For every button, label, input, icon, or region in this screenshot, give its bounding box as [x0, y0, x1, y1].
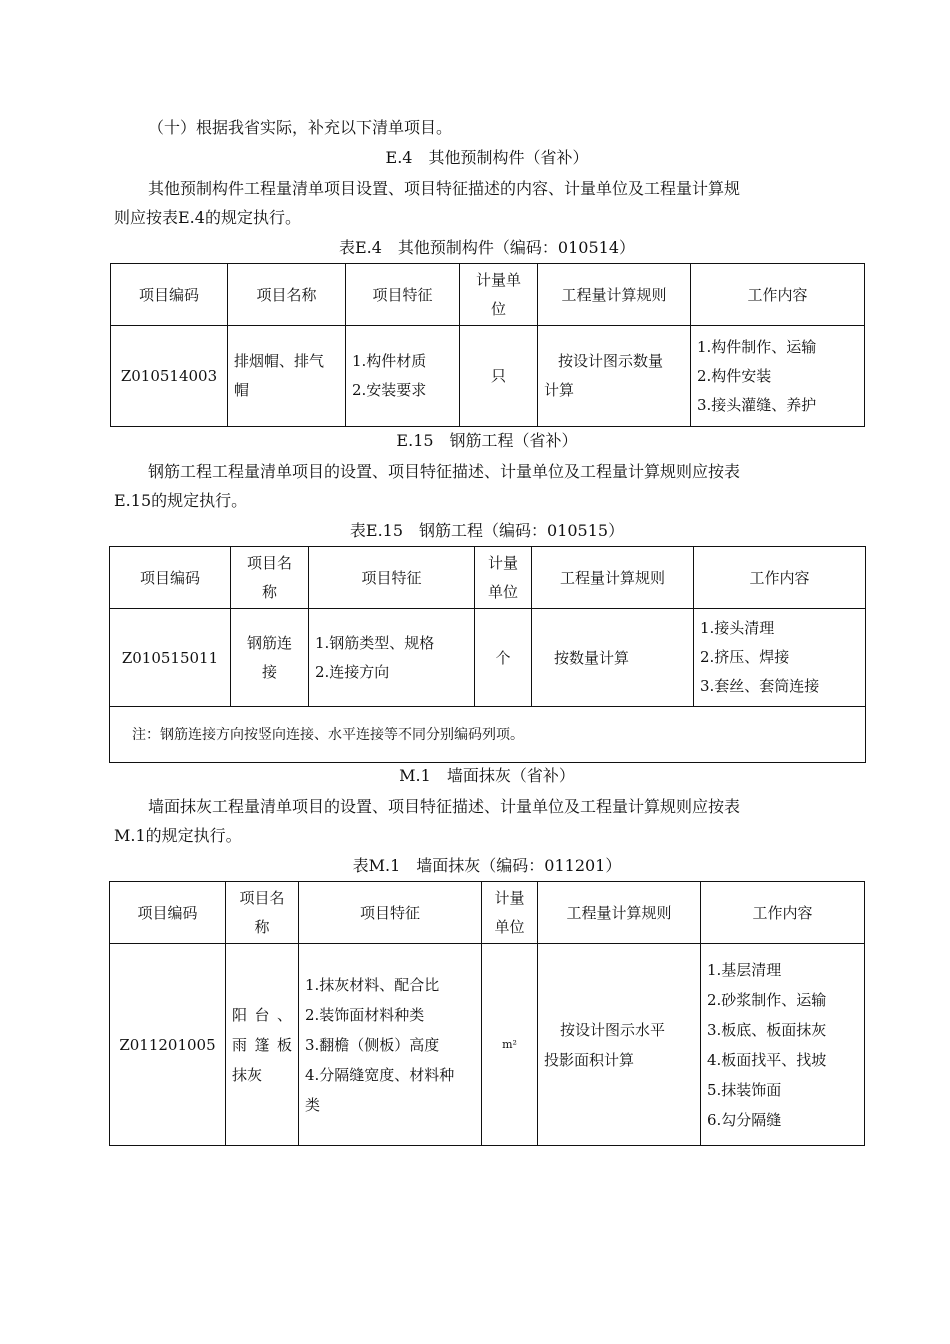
rule-line2: 计算 — [544, 381, 575, 399]
header-unit-line2: 单位 — [494, 917, 525, 936]
work-line: 2.砂浆制作、运输 — [707, 990, 827, 1009]
section-para-m1-line2: M.1的规定执行。 — [114, 826, 242, 845]
section-para-e15-line2: E.15的规定执行。 — [114, 491, 248, 510]
section-para-e15-line1: 钢筋工程工程量清单项目的设置、项目特征描述、计量单位及工程量计算规则应按表 — [148, 462, 741, 481]
header-unit-line2: 位 — [490, 299, 506, 318]
work-line: 4.板面找平、找坡 — [707, 1050, 827, 1069]
work-line: 6.勾分隔缝 — [707, 1110, 782, 1129]
feature-line: 2.安装要求 — [352, 381, 427, 399]
work-line: 1.基层清理 — [707, 960, 782, 979]
header-unit — [482, 882, 538, 944]
cell-code: Z010514003 — [111, 326, 228, 427]
rule-line2: 投影面积计算 — [544, 1050, 635, 1069]
header-name — [231, 547, 309, 609]
feature-line: 1.钢筋类型、规格 — [315, 633, 435, 652]
cell-feature — [346, 326, 460, 427]
header-unit-line2: 单位 — [487, 582, 518, 601]
table-note: 注：钢筋连接方向按竖向连接、水平连接等不同分别编码列项。 — [110, 707, 866, 763]
header-work: 工作内容 — [694, 547, 866, 609]
section-para-e4-line1: 其他预制构件工程量清单项目设置、项目特征描述的内容、计量单位及工程量计算规 — [148, 179, 741, 198]
table-header-row — [110, 882, 865, 944]
header-unit — [475, 547, 532, 609]
header-feature: 项目特征 — [346, 264, 460, 326]
work-line: 2.构件安装 — [697, 366, 772, 385]
cell-name — [228, 326, 346, 427]
rule-line1: 按设计图示水平 — [560, 1020, 666, 1039]
table-title-m1: 表M.1 墙面抹灰（编码：011201） — [352, 856, 622, 875]
header-work: 工作内容 — [701, 882, 865, 944]
cell-unit: 只 — [460, 326, 538, 427]
cell-name-line1: 排烟帽、排气 — [234, 352, 325, 370]
section-para-e4-line2: 则应按表E.4的规定执行。 — [114, 208, 301, 227]
table-note-row — [110, 707, 866, 763]
cell-name-line: 雨篷板 — [232, 1035, 292, 1054]
header-rule: 工程量计算规则 — [538, 882, 701, 944]
header-work: 工作内容 — [691, 264, 865, 326]
cell-name-line: 阳台、 — [232, 1005, 292, 1024]
header-code: 项目编码 — [111, 264, 228, 326]
header-unit-line1: 计量 — [487, 553, 518, 572]
cell-feature — [299, 944, 482, 1146]
header-code: 项目编码 — [110, 547, 231, 609]
table-m1 — [109, 881, 865, 1146]
cell-rule — [538, 944, 701, 1146]
feature-line: 1.构件材质 — [352, 352, 427, 370]
feature-line: 3.翻檐（侧板）高度 — [305, 1035, 440, 1054]
header-name-line1: 项目名 — [239, 888, 285, 907]
table-e4 — [110, 263, 865, 427]
feature-line: 1.抹灰材料、配合比 — [305, 975, 440, 994]
table-title-e4: 表E.4 其他预制构件（编码：010514） — [338, 238, 636, 257]
feature-line: 2.连接方向 — [315, 662, 390, 681]
work-line: 1.接头清理 — [700, 619, 775, 637]
header-name-line2: 称 — [254, 917, 270, 936]
feature-line: 2.装饰面材料种类 — [305, 1005, 425, 1024]
cell-name — [231, 609, 309, 707]
cell-name-line2: 帽 — [234, 381, 250, 399]
table-e15 — [109, 546, 866, 763]
work-line: 3.套丝、套筒连接 — [700, 677, 820, 695]
cell-code: Z010515011 — [110, 609, 231, 707]
section-heading-m1: M.1 墙面抹灰（省补） — [399, 766, 575, 785]
rule-line1: 按设计图示数量 — [558, 352, 664, 370]
table-header-row — [110, 547, 866, 609]
work-line: 3.接头灌缝、养护 — [697, 395, 817, 414]
table-title-e15: 表E.15 钢筋工程（编码：010515） — [349, 521, 625, 540]
header-rule: 工程量计算规则 — [532, 547, 694, 609]
work-line: 2.挤压、焊接 — [700, 648, 790, 666]
header-feature: 项目特征 — [309, 547, 475, 609]
cell-rule: 按数量计算 — [532, 609, 694, 707]
header-unit-line1: 计量单 — [475, 270, 521, 289]
cell-feature — [309, 609, 475, 707]
cell-work — [691, 326, 865, 427]
header-feature: 项目特征 — [299, 882, 482, 944]
section-heading-e4: E.4 其他预制构件（省补） — [385, 148, 589, 167]
header-unit-line1: 计量 — [494, 888, 525, 907]
section-heading-e15: E.15 钢筋工程（省补） — [396, 431, 578, 450]
cell-work — [694, 609, 866, 707]
work-line: 3.板底、板面抹灰 — [707, 1020, 827, 1039]
table-header-row — [111, 264, 865, 326]
cell-name-line1: 钢筋连 — [246, 633, 292, 652]
header-name-line2: 称 — [261, 582, 277, 601]
cell-unit: 个 — [475, 609, 532, 707]
cell-name-line2: 接 — [261, 662, 277, 681]
header-rule: 工程量计算规则 — [538, 264, 691, 326]
cell-name — [226, 944, 299, 1146]
cell-work — [701, 944, 865, 1146]
cell-name-line: 抹灰 — [232, 1065, 263, 1084]
header-name: 项目名称 — [228, 264, 346, 326]
work-line: 5.抹装饰面 — [707, 1080, 782, 1099]
cell-rule — [538, 326, 691, 427]
work-line: 1.构件制作、运输 — [697, 337, 817, 356]
cell-code: Z011201005 — [110, 944, 226, 1146]
table-row — [111, 326, 865, 427]
section-para-m1-line1: 墙面抹灰工程量清单项目的设置、项目特征描述、计量单位及工程量计算规则应按表 — [148, 797, 741, 816]
intro-text: （十）根据我省实际，补充以下清单项目。 — [148, 118, 453, 137]
table-row — [110, 944, 865, 1146]
header-name — [226, 882, 299, 944]
feature-line: 类 — [305, 1095, 321, 1114]
header-unit — [460, 264, 538, 326]
feature-line: 4.分隔缝宽度、材料种 — [305, 1065, 455, 1084]
header-code: 项目编码 — [110, 882, 226, 944]
cell-unit: m² — [482, 944, 538, 1146]
header-name-line1: 项目名 — [246, 553, 292, 572]
table-row — [110, 609, 866, 707]
